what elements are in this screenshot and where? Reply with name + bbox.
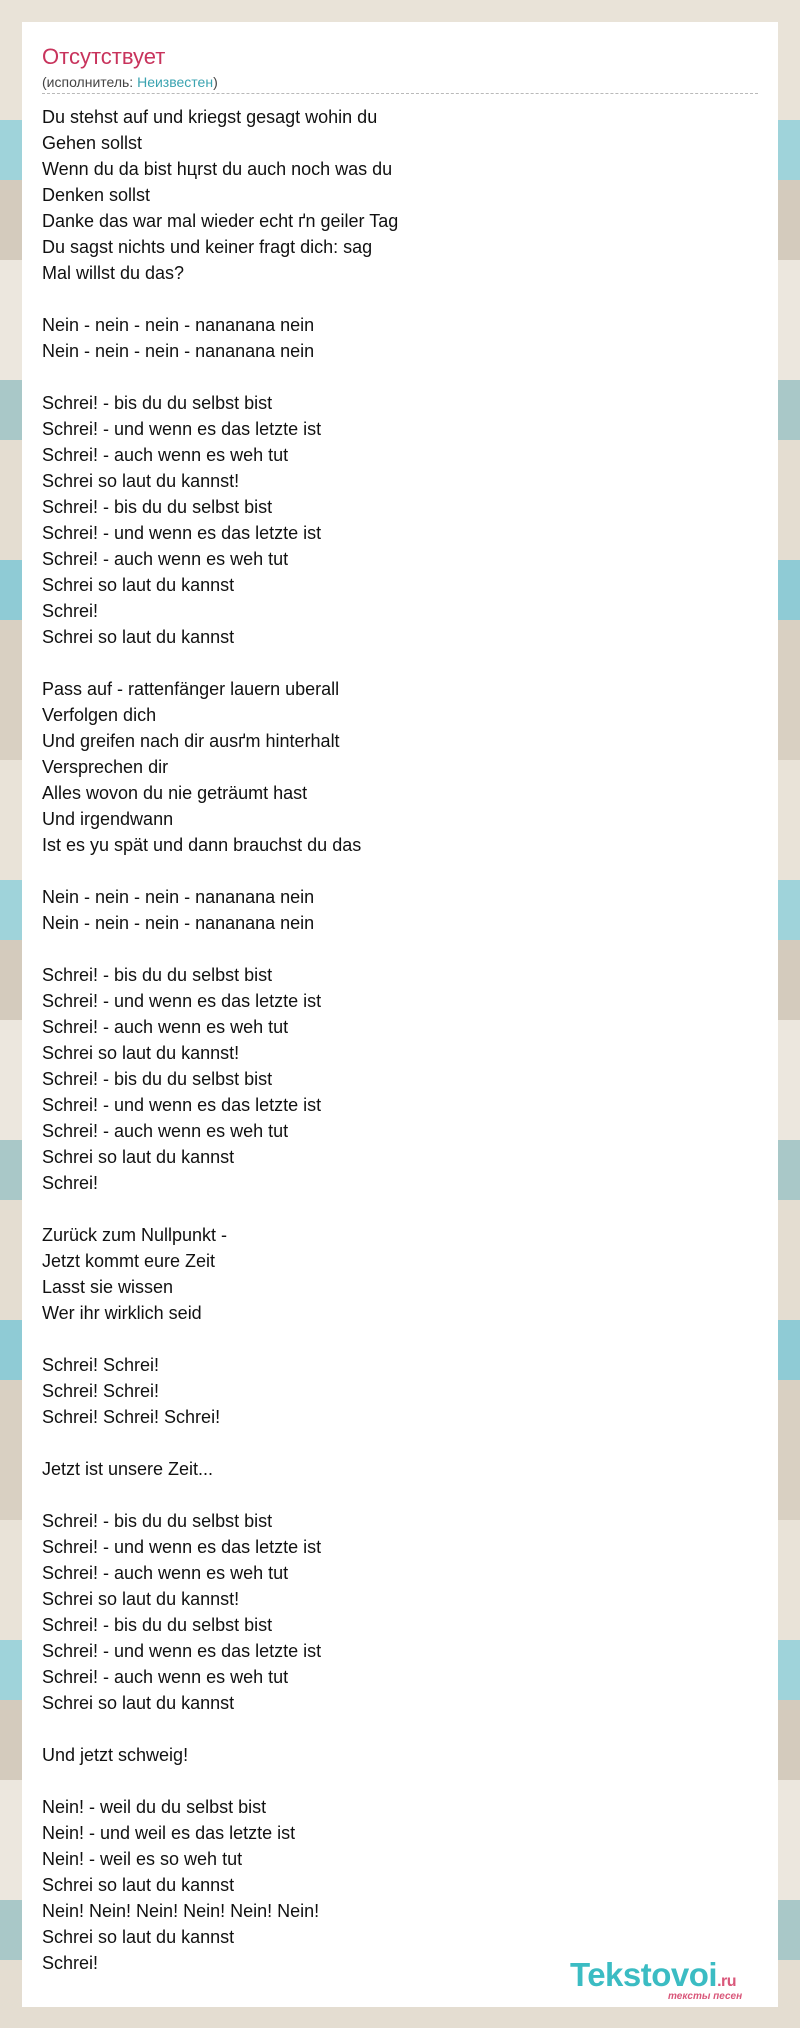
logo-tld: .ru: [717, 1973, 737, 1990]
artist-suffix: ): [213, 74, 218, 90]
artist-prefix: (исполнитель:: [42, 74, 138, 90]
lyrics-card: [22, 22, 778, 2007]
song-title: Отсутствует: [42, 44, 166, 69]
lyrics-text: Du stehst auf und kriegst gesagt wohin du Gehen sollst Wenn du da bist hцrst du auch noch was du Denken sollst Danke das war mal wieder echt ґn geiler Tag Du sagst nichts und keiner fragt dich: sag Mal willst du das? Nein - nein - nein - nananana nein Nein - nein - nein - nananana nein Schrei! - bis du du selbst bist Schrei! - und wenn es das letzte ist Schrei! - auch wenn es weh tut Schrei so laut du kannst! Schrei! - bis du du selbst bist Schrei! - und wenn es das letzte ist Schrei! - auch wenn es weh tut Schrei so laut du kannst Schrei! Schrei so laut du kannst Pass auf - rattenfänger lauern uberall Verfolgen dich Und greifen nach dir ausґm hinterhalt Versprechen dir Alles wovon du nie geträumt hast Und irgendwann Ist es yu spät und dann brauchst du das Nein - nein - nein - nananana nein Nein - nein - nein - nananana nein Schrei! - bis du du selbst bist Schrei! - und wenn es das letzte ist Schrei! - auch wenn es weh tut Schrei so laut du kannst! Schrei! - bis du du selbst bist Schrei! - und wenn es das letzte ist Schrei! - auch wenn es weh tut Schrei so laut du kannst Schrei! Zurück zum Nullpunkt - Jetzt kommt eure Zeit Lasst sie wissen Wer ihr wirklich seid Schrei! Schrei! Schrei! Schrei! Schrei! Schrei! Schrei! Jetzt ist unsere Zeit... Schrei! - bis du du selbst bist Schrei! - und wenn es das letzte ist Schrei! - auch wenn es weh tut Schrei so laut du kannst! Schrei! - bis du du selbst bist Schrei! - und wenn es das letzte ist Schrei! - auch wenn es weh tut Schrei so laut du kannst Und jetzt schweig! Nein! - weil du du selbst bist Nein! - und weil es das letzte ist Nein! - weil es so weh tut Schrei so laut du kannst Nein! Nein! Nein! Nein! Nein! Nein! Schrei so laut du kannst Schrei!: [42, 107, 399, 1973]
artist-link[interactable]: Неизвестен: [137, 74, 214, 90]
site-logo[interactable]: [570, 1957, 770, 2007]
artist-line: [42, 73, 758, 94]
logo-name: Tekstovoi: [570, 1956, 718, 1993]
logo-tagline: тексты песен: [668, 1991, 743, 2002]
